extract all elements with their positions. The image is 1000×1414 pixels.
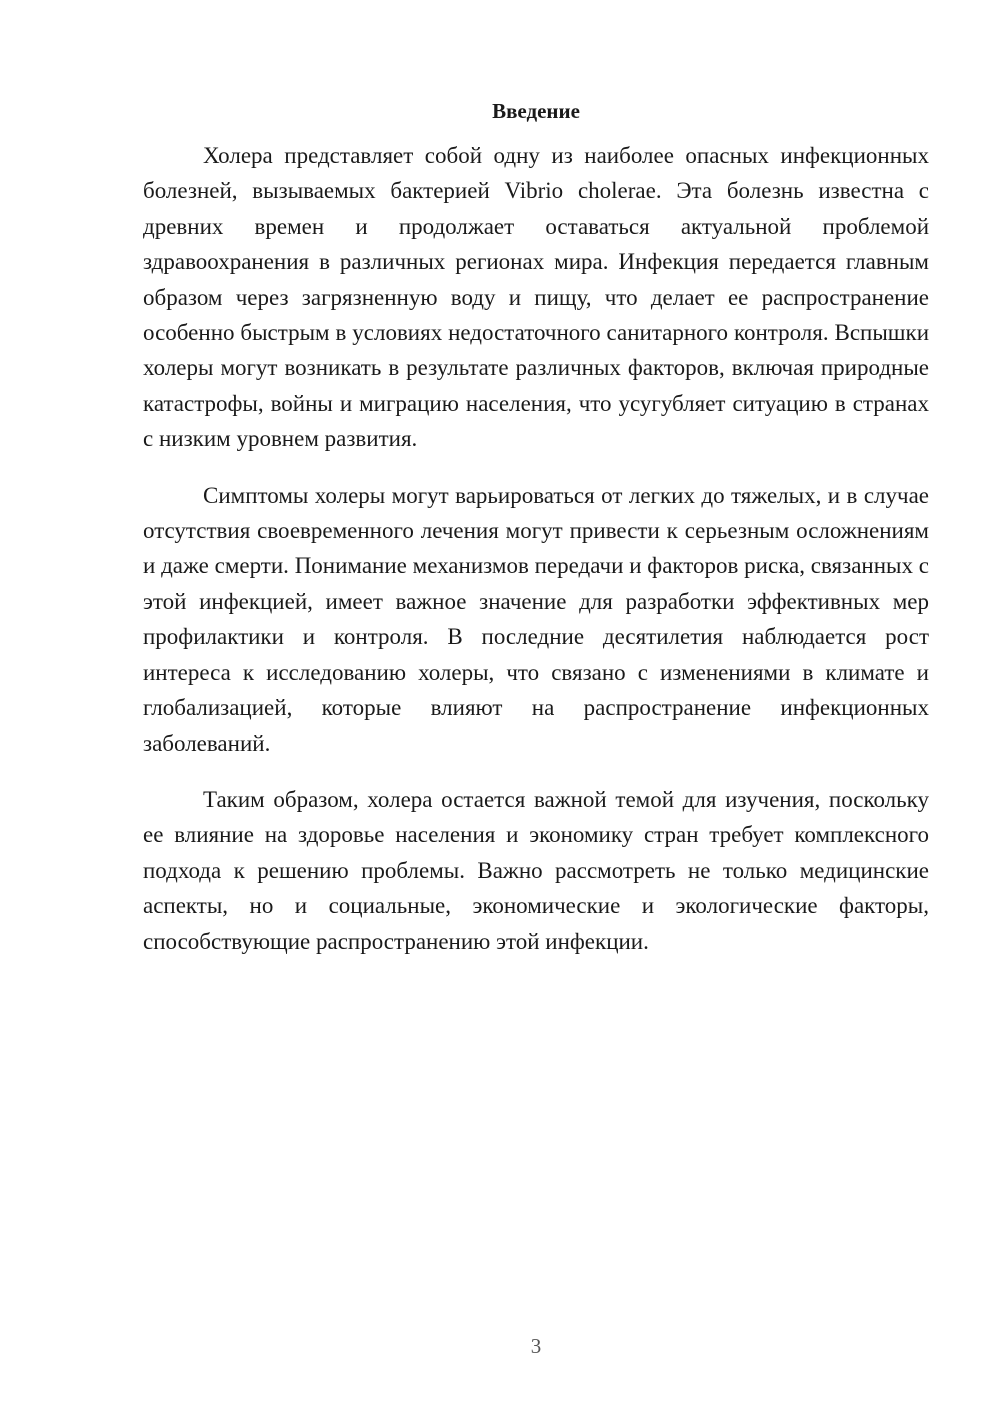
document-body — [143, 96, 929, 980]
paragraph-3: Таким образом, холера остается важной темой для изучения, поскольку ее влияние на здоровье населения и экономику стран требует комплексного подхода к решению проблемы. Важно рассмотреть не только медицинские аспекты, но и социальные, экономические и экологические факторы, способствующие распространению этой инфекции. — [143, 786, 929, 954]
section-heading: Введение — [492, 99, 580, 123]
paragraph-1: Холера представляет собой одну из наиболее опасных инфекционных болезней, вызываемых бактерией Vibrio cholerae. Эта болезнь известна с древних времен и продолжает оставаться актуальной проблемой здравоохранения в различных регионах мира. Инфекция передается главным образом через загрязненную воду и пищу, что делает ее распространение особенно быстрым в условиях недостаточного санитарного контроля. Вспышки холеры могут возникать в результате различных факторов, включая природные катастрофы, войны и миграцию населения, что усугубляет ситуацию в странах с низким уровнем развития. — [143, 143, 929, 452]
page-number: 3 — [530, 1334, 542, 1358]
paragraph-2: Симптомы холеры могут варьироваться от легких до тяжелых, и в случае отсутствия своевременного лечения могут привести к серьезным осложнениям и даже смерти. Понимание механизмов передачи и факторов риска, связанных с этой инфекцией, имеет важное значение для разработки эффективных мер профилактики и контроля. В последние десятилетия наблюдается рост интереса к исследованию холеры, что связано с изменениями в климате и глобализацией, которые влияют на распространение инфекционных заболеваний. — [143, 482, 929, 756]
